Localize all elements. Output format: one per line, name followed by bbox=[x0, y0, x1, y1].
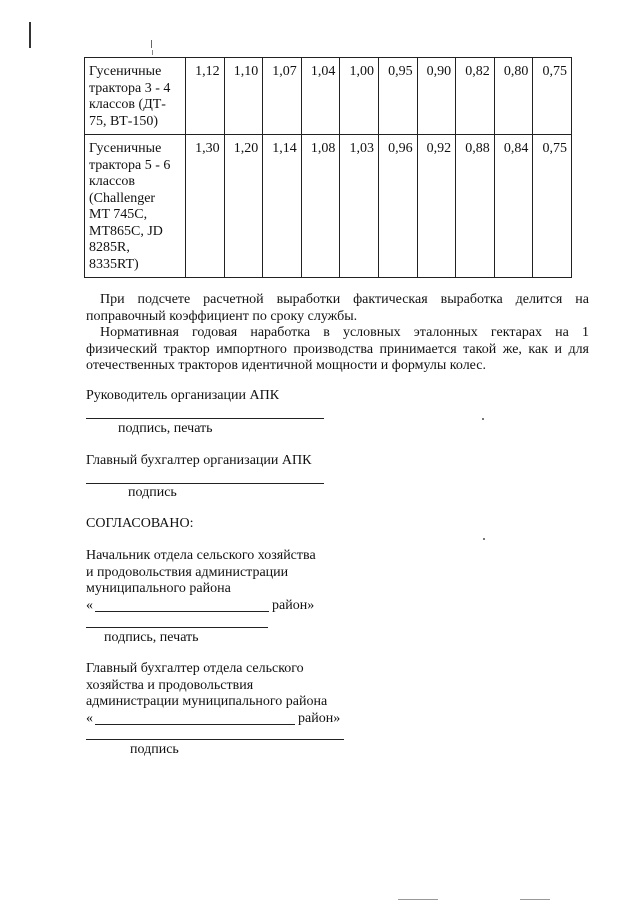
dept-accountant-title: Главный бухгалтер отдела сельского хозяйства и продовольствия администрации муниципального района bbox=[86, 661, 328, 709]
coefficient-cell: 0,75 bbox=[533, 135, 572, 278]
dept-accountant-district-open: « bbox=[86, 711, 93, 726]
chief-district-blank bbox=[95, 611, 269, 612]
coefficient-cell: 1,10 bbox=[224, 58, 263, 135]
chief-district-close: район» bbox=[272, 598, 315, 613]
chief-title: Начальник отдела сельского хозяйства и продовольствия администрации муниципального района bbox=[86, 548, 316, 596]
chief-signature-line bbox=[86, 627, 268, 628]
coefficient-cell: 0,80 bbox=[494, 58, 533, 135]
head-signature-line bbox=[86, 418, 324, 419]
coefficient-cell: 1,00 bbox=[340, 58, 379, 135]
coefficient-cell: 1,30 bbox=[186, 135, 225, 278]
tractor-class-cell: Гусеничные трактора 5 - 6 классов (Challenger MT 745C, MT865C, JD 8285R, 8335RT) bbox=[85, 135, 186, 278]
tractor-class-cell: Гусеничные трактора 3 - 4 классов (ДТ- 75, ВТ-150) bbox=[85, 58, 186, 135]
chief-district-open: « bbox=[86, 598, 93, 613]
scan-mark-top-2 bbox=[152, 50, 153, 55]
service-life-coefficient-table bbox=[84, 57, 572, 278]
coefficient-cell: 1,20 bbox=[224, 135, 263, 278]
coefficient-cell: 1,03 bbox=[340, 135, 379, 278]
accountant-signature-caption: подпись bbox=[128, 485, 177, 500]
dept-accountant-signature-line bbox=[86, 739, 344, 740]
head-signature-caption: подпись, печать bbox=[118, 421, 213, 436]
coefficient-cell: 1,07 bbox=[263, 58, 302, 135]
dept-accountant-signature-caption: подпись bbox=[130, 742, 179, 757]
table-row bbox=[85, 58, 572, 135]
dept-accountant-district-blank bbox=[95, 724, 295, 725]
scan-mark-bottom-2 bbox=[520, 899, 550, 900]
coefficient-cell: 0,90 bbox=[417, 58, 456, 135]
scan-mark-top bbox=[151, 40, 152, 48]
coefficient-cell: 0,96 bbox=[378, 135, 417, 278]
accountant-title: Главный бухгалтер организации АПК bbox=[86, 453, 312, 468]
accountant-signature-line bbox=[86, 483, 324, 484]
chief-signature-caption: подпись, печать bbox=[104, 630, 199, 645]
coefficient-cell: 1,14 bbox=[263, 135, 302, 278]
scan-mark-bottom bbox=[398, 899, 438, 900]
coefficient-cell: 0,75 bbox=[533, 58, 572, 135]
coefficient-cell: 0,88 bbox=[456, 135, 495, 278]
table-row bbox=[85, 135, 572, 278]
coefficient-cell: 0,82 bbox=[456, 58, 495, 135]
dept-accountant-district-close: район» bbox=[298, 711, 341, 726]
coefficient-cell: 1,12 bbox=[186, 58, 225, 135]
coefficient-cell: 0,92 bbox=[417, 135, 456, 278]
coefficient-cell: 1,04 bbox=[301, 58, 340, 135]
approved-heading: СОГЛАСОВАНО: bbox=[86, 516, 194, 531]
head-title: Руководитель организации АПК bbox=[86, 388, 280, 403]
coefficient-cell: 0,95 bbox=[378, 58, 417, 135]
scan-dot bbox=[482, 418, 484, 420]
scan-mark-left bbox=[29, 22, 31, 48]
calculation-paragraph: При подсчете расчетной выработки фактическая выработка делится на поправочный коэффициент по сроку службы. bbox=[86, 292, 589, 324]
coefficient-cell: 0,84 bbox=[494, 135, 533, 278]
normative-paragraph: Нормативная годовая наработка в условных эталонных гектарах на 1 физический трактор импортного производства принимается такой же, как и для отечественных тракторов идентичной мощности и формулы колес. bbox=[86, 325, 589, 373]
scan-dot bbox=[483, 538, 485, 540]
coefficient-cell: 1,08 bbox=[301, 135, 340, 278]
